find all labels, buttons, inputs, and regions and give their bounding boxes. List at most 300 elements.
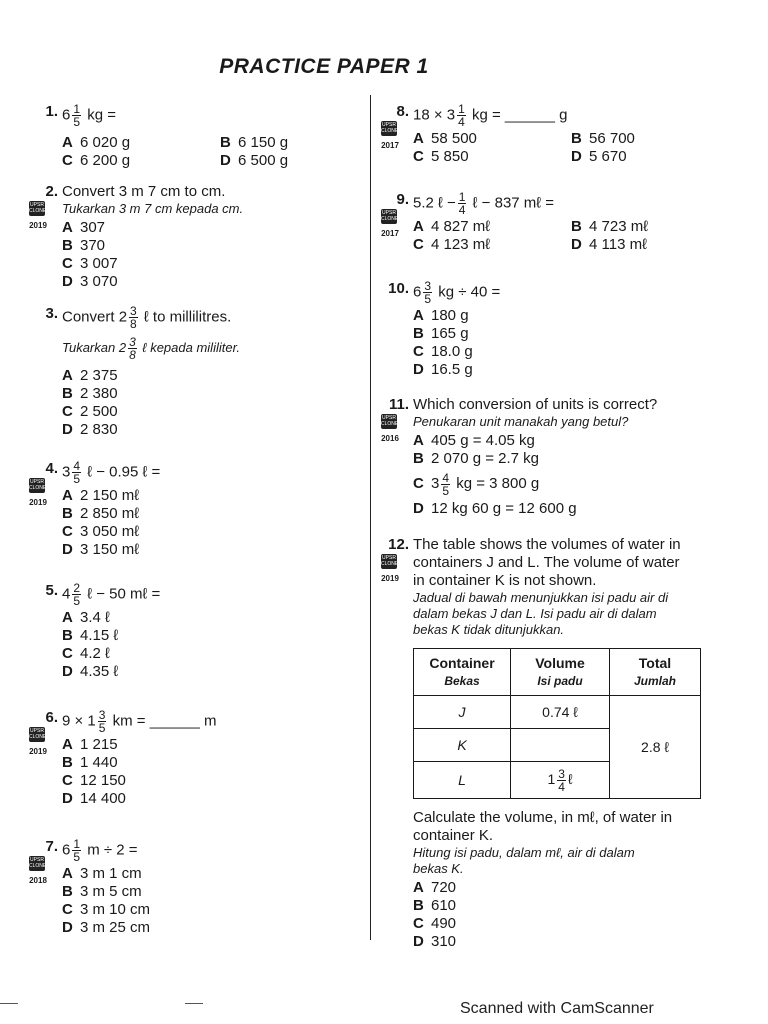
scan-mark: [185, 1003, 203, 1004]
whole-number: 3: [431, 475, 440, 492]
whole-number: 6: [62, 841, 71, 859]
table-header-row: [414, 649, 701, 696]
question-body: [413, 102, 635, 170]
option-text: 4.15 ℓ: [80, 627, 119, 644]
numerator: 3: [558, 766, 565, 781]
options-left: [62, 134, 130, 170]
stem-prefix: 18 × 3: [413, 106, 456, 124]
option-text: 2 375: [80, 367, 118, 384]
option-b[interactable]: [62, 237, 243, 255]
question-body: [62, 709, 216, 808]
option-letter: D: [413, 361, 424, 378]
table-header-cell: [610, 649, 701, 696]
numerator: 1: [73, 102, 81, 116]
question-stem: Convert 3 m 7 cm to cm.: [62, 183, 226, 200]
option-a[interactable]: [62, 487, 160, 505]
upsr-clone-badge: [381, 554, 399, 588]
option-text: 307: [80, 219, 106, 236]
header-label: Volume: [535, 655, 585, 671]
options-right: [571, 130, 635, 166]
question-stem: [413, 280, 500, 305]
option-b[interactable]: [62, 627, 160, 645]
question-stem-malay-line: dalam bekas J dan L. Isi padu air di dalam: [413, 606, 657, 621]
table-cell: J: [414, 696, 511, 729]
stem-tail: kg = ______ g: [471, 106, 568, 124]
option-d[interactable]: [413, 933, 701, 951]
denominator: 5: [442, 483, 450, 498]
numerator: 3: [130, 304, 137, 318]
option-a[interactable]: [413, 879, 701, 897]
denominator: 5: [73, 472, 81, 486]
badge-label: UPSR CLONE: [381, 122, 399, 134]
table-cell: L: [414, 762, 511, 799]
options-right: [571, 218, 648, 254]
option-text: 12 150: [80, 772, 126, 789]
option-d[interactable]: [62, 663, 160, 681]
numerator: 1: [458, 190, 466, 204]
option-text: 6 500 g: [238, 152, 289, 169]
question-body: [413, 280, 500, 379]
option-d[interactable]: [413, 361, 500, 379]
option-letter: B: [220, 134, 231, 151]
badge-label: UPSR CLONE: [29, 728, 47, 740]
option-a[interactable]: [62, 609, 160, 627]
stem-prefix: 5.2 ℓ −: [413, 194, 456, 212]
denominator: 5: [98, 721, 106, 735]
upsr-clone-badge: [381, 121, 399, 155]
option-letter: D: [571, 148, 582, 165]
option-letter: A: [413, 130, 424, 147]
option-letter: C: [62, 403, 73, 420]
question-ask-malay-line: Hitung isi padu, dalam mℓ, air di dalam: [413, 845, 635, 860]
table-cell: 0.74 ℓ: [511, 696, 610, 729]
badge-year: 2018: [29, 876, 47, 885]
option-text: 2 150 mℓ: [80, 487, 140, 504]
option-text: 3 007: [80, 255, 118, 272]
upsr-clone-badge: [29, 727, 47, 761]
header-label-malay: Isi padu: [537, 674, 583, 688]
question-number: 3.: [45, 305, 58, 322]
question-stem: [62, 709, 216, 734]
denominator: 8: [129, 348, 136, 362]
question-ask-malay-line: bekas K.: [413, 861, 464, 876]
question-body: [413, 396, 657, 518]
option-text: 4.2 ℓ: [80, 645, 110, 662]
stem-prefix: Convert 2: [62, 308, 128, 326]
option-text: 3 m 1 cm: [80, 865, 142, 882]
option-letter: D: [62, 663, 73, 680]
question-stem-malay-line: Jadual di bawah menunjukkan isi padu air di: [413, 590, 669, 605]
stem-tail: ℓ − 0.95 ℓ =: [87, 463, 161, 481]
option-text: 1 440: [80, 754, 118, 771]
badge-year: 2016: [381, 434, 399, 443]
numerator: 1: [458, 102, 465, 116]
option-b[interactable]: [62, 754, 216, 772]
option-letter: A: [62, 609, 73, 626]
option-text: 14 400: [80, 790, 126, 807]
options: [413, 307, 500, 379]
option-b[interactable]: [62, 505, 160, 523]
option-letter: A: [62, 367, 73, 384]
option-letter: D: [571, 236, 582, 253]
option-c[interactable]: [413, 148, 477, 166]
option-d[interactable]: [62, 421, 240, 439]
option-text: 3.4 ℓ: [80, 609, 110, 626]
question-number: 12.: [388, 536, 409, 553]
option-a[interactable]: [62, 865, 150, 883]
option-letter: B: [62, 627, 73, 644]
option-a[interactable]: [62, 736, 216, 754]
fraction: [441, 472, 450, 497]
option-letter: D: [220, 152, 231, 169]
option-a[interactable]: [62, 219, 243, 237]
whole-number: 4: [62, 585, 71, 603]
table-cell-empty: [511, 729, 610, 762]
header-label-malay: Bekas: [444, 674, 480, 688]
option-a[interactable]: [413, 218, 490, 236]
question-stem: [62, 838, 150, 863]
badge-label: UPSR CLONE: [29, 857, 47, 869]
option-letter: D: [413, 500, 424, 517]
option-d[interactable]: [62, 273, 243, 291]
option-letter: D: [62, 919, 73, 936]
option-a[interactable]: [413, 307, 500, 325]
question-number: 9.: [396, 191, 409, 208]
option-text: 12 kg 60 g = 12 600 g: [431, 500, 577, 517]
option-c[interactable]: [413, 468, 657, 500]
fraction: [72, 838, 81, 863]
fraction: [72, 103, 81, 128]
option-a[interactable]: [413, 432, 657, 450]
option-b[interactable]: [571, 130, 635, 148]
numerator: 3: [129, 335, 136, 349]
question-number: 1.: [45, 103, 58, 120]
option-letter: D: [62, 421, 73, 438]
option-c[interactable]: [413, 343, 500, 361]
options: [413, 218, 649, 258]
option-letter: B: [413, 325, 424, 342]
option-letter: A: [413, 432, 424, 449]
badge-label: UPSR CLONE: [381, 555, 399, 567]
question-number: 11.: [388, 396, 409, 413]
fraction: [129, 305, 138, 330]
denominator: 5: [73, 115, 81, 129]
option-c[interactable]: [413, 915, 701, 933]
question-body: [62, 102, 289, 174]
option-letter: B: [62, 505, 73, 522]
option-b[interactable]: [62, 883, 150, 901]
option-b[interactable]: [413, 325, 500, 343]
question-stem-malay: Tukarkan 3 m 7 cm kepada cm.: [62, 201, 244, 216]
question-stem: [413, 191, 554, 216]
options: [62, 736, 216, 808]
option-d[interactable]: [62, 919, 150, 937]
fraction: [557, 768, 566, 793]
question-stem-malay: [62, 336, 240, 361]
option-b[interactable]: [413, 450, 657, 468]
denominator: 4: [458, 203, 466, 217]
option-letter: D: [62, 541, 73, 558]
fraction: [128, 336, 137, 361]
question-stem-malay-line: bekas K tidak ditunjukkan.: [413, 622, 565, 637]
option-letter: B: [62, 754, 73, 771]
option-text: 405 g = 4.05 kg: [431, 432, 535, 449]
table-header-cell: [414, 649, 511, 696]
option-text: 1 215: [80, 736, 118, 753]
page-title: PRACTICE PAPER 1: [219, 55, 429, 78]
fraction: [457, 103, 466, 128]
option-letter: C: [413, 236, 424, 253]
option-letter: C: [413, 343, 424, 360]
question-number: 8.: [396, 103, 409, 120]
stem-tail: ℓ − 837 mℓ =: [472, 194, 555, 212]
question-number: 2.: [45, 183, 58, 200]
question-body: [62, 582, 160, 681]
question-stem: [62, 460, 160, 485]
option-text: 180 g: [431, 307, 469, 324]
options-right: [220, 134, 288, 170]
table-cell: K: [414, 729, 511, 762]
badge-label: UPSR CLONE: [381, 415, 399, 427]
question-number: 4.: [45, 460, 58, 477]
scan-mark: [0, 1003, 18, 1004]
option-d[interactable]: [220, 152, 288, 170]
option-c[interactable]: [62, 645, 160, 663]
options: [62, 487, 160, 559]
fraction: [98, 709, 107, 734]
options: [413, 130, 635, 170]
option-text: 3 070: [80, 273, 118, 290]
question-body: [413, 190, 649, 258]
option-text: 3 m 5 cm: [80, 883, 142, 900]
stem-tail: ℓ − 50 mℓ =: [87, 585, 161, 603]
badge-year: 2019: [381, 574, 399, 583]
option-letter: A: [62, 134, 73, 151]
option-text: 5 850: [431, 148, 469, 165]
upsr-clone-badge: [29, 201, 47, 235]
option-text: 58 500: [431, 130, 477, 147]
option-letter: C: [413, 915, 424, 932]
option-letter: A: [413, 879, 424, 896]
upsr-clone-badge: [29, 478, 47, 512]
option-letter: B: [62, 883, 73, 900]
badge-label: UPSR CLONE: [29, 202, 47, 214]
option-c[interactable]: [62, 772, 216, 790]
option-b[interactable]: [220, 134, 288, 152]
options-left: [413, 130, 477, 166]
option-text: 4 827 mℓ: [431, 218, 491, 235]
numerator: 3: [98, 708, 106, 722]
badge-year: 2019: [29, 221, 47, 230]
question-number: 6.: [45, 709, 58, 726]
option-text: 4 123 mℓ: [431, 236, 491, 253]
whole-number: 6: [413, 283, 422, 301]
option-letter: A: [62, 219, 73, 236]
option-letter: C: [413, 475, 424, 492]
option-letter: C: [413, 148, 424, 165]
question-ask-line: Calculate the volume, in mℓ, of water in: [413, 809, 673, 826]
question-body: [62, 460, 160, 559]
option-d[interactable]: [413, 500, 657, 518]
option-letter: C: [62, 645, 73, 662]
whole-number: 3: [62, 463, 71, 481]
option-text: 165 g: [431, 325, 469, 342]
stem-prefix: 9 × 1: [62, 712, 96, 730]
question-ask-line: container K.: [413, 827, 494, 844]
badge-year: 2017: [381, 141, 399, 150]
option-text: 3 050 mℓ: [80, 523, 140, 540]
option-text: 2 850 mℓ: [80, 505, 140, 522]
question-stem: [413, 103, 568, 128]
option-a[interactable]: [62, 367, 240, 385]
stem-tail: ℓ kepada mililiter.: [142, 339, 241, 355]
question-body: [413, 536, 701, 951]
question-body: [62, 838, 150, 937]
option-a[interactable]: [62, 134, 130, 152]
stem-tail: km = ______ m: [112, 712, 217, 730]
numerator: 1: [73, 837, 81, 851]
option-text: 3 m 25 cm: [80, 919, 151, 936]
option-letter: B: [413, 450, 424, 467]
option-c[interactable]: [62, 255, 243, 273]
option-text: 720: [431, 879, 457, 896]
denominator: 5: [73, 850, 81, 864]
option-text: 2 070 g = 2.7 kg: [431, 450, 540, 467]
option-letter: C: [62, 523, 73, 540]
option-letter: C: [62, 152, 73, 169]
upsr-clone-badge: [381, 209, 399, 243]
upsr-clone-badge: [29, 856, 47, 890]
question-number: 5.: [45, 582, 58, 599]
question-stem: [62, 582, 160, 607]
fraction: [458, 191, 467, 216]
option-b[interactable]: [62, 385, 240, 403]
option-letter: D: [62, 790, 73, 807]
question-stem: Which conversion of units is correct?: [413, 396, 658, 413]
option-text: 490: [431, 915, 457, 932]
option-letter: B: [62, 237, 73, 254]
option-text: 6 150 g: [238, 134, 289, 151]
option-text: 610: [431, 897, 457, 914]
option-b[interactable]: [571, 218, 648, 236]
upsr-clone-badge: [381, 414, 399, 448]
option-letter: B: [62, 385, 73, 402]
option-c[interactable]: [413, 236, 490, 254]
volume-table: [413, 648, 701, 799]
whole-number: 1: [547, 770, 556, 787]
option-letter: D: [62, 273, 73, 290]
option-c[interactable]: [62, 523, 160, 541]
stem-tail: ℓ to millilitres.: [143, 308, 232, 326]
table-cell: [511, 762, 610, 799]
option-letter: B: [571, 218, 582, 235]
option-text: 5 670: [589, 148, 627, 165]
unit: ℓ: [567, 770, 573, 787]
question-body: [62, 183, 243, 291]
question-stem: [62, 103, 116, 128]
option-d[interactable]: [62, 790, 216, 808]
badge-year: 2017: [381, 229, 399, 238]
option-b[interactable]: [413, 897, 701, 915]
option-letter: A: [413, 218, 424, 235]
option-d[interactable]: [571, 236, 648, 254]
option-letter: C: [62, 901, 73, 918]
stem-prefix: Tukarkan 2: [62, 339, 127, 355]
option-text: 3 m 10 cm: [80, 901, 151, 918]
option-text: 4 113 mℓ: [589, 236, 647, 253]
option-letter: C: [62, 255, 73, 272]
option-text: 310: [431, 933, 457, 950]
stem-tail: kg ÷ 40 =: [438, 283, 501, 301]
option-letter: B: [413, 897, 424, 914]
denominator: 4: [458, 115, 465, 129]
option-d[interactable]: [62, 541, 160, 559]
question-stem: [62, 305, 240, 330]
stem-tail: kg =: [87, 106, 116, 124]
badge-label: UPSR CLONE: [29, 479, 47, 491]
options-left: [413, 218, 490, 254]
denominator: 8: [130, 317, 137, 331]
question-stem-line: The table shows the volumes of water in: [413, 536, 681, 553]
badge-year: 2019: [29, 498, 47, 507]
option-c[interactable]: [62, 152, 130, 170]
option-c[interactable]: [62, 901, 150, 919]
option-c[interactable]: [62, 403, 240, 421]
options: [413, 432, 657, 518]
table-cell-total: 2.8 ℓ: [610, 696, 701, 799]
question-stem-line: containers J and L. The volume of water: [413, 554, 680, 571]
stem-tail: m ÷ 2 =: [87, 841, 138, 859]
scanner-watermark: Scanned with CamScanner: [460, 1000, 654, 1017]
question-body: [62, 305, 240, 439]
table-row: [414, 696, 701, 729]
option-letter: D: [413, 933, 424, 950]
numerator: 4: [73, 459, 81, 473]
options: [62, 134, 289, 174]
column-divider: [370, 95, 371, 940]
option-letter: A: [413, 307, 424, 324]
option-text: 18.0 g: [431, 343, 473, 360]
option-text: 6 020 g: [80, 134, 131, 151]
question-number: 10.: [388, 280, 409, 297]
option-a[interactable]: [413, 130, 477, 148]
fraction: [72, 582, 81, 607]
option-text: 370: [80, 237, 106, 254]
option-text: 2 500: [80, 403, 118, 420]
option-text: kg = 3 800 g: [456, 475, 540, 492]
option-letter: A: [62, 736, 73, 753]
option-text: 2 830: [80, 421, 118, 438]
option-text: 4.35 ℓ: [80, 663, 119, 680]
numerator: 4: [442, 470, 450, 485]
header-label: Container: [429, 655, 495, 671]
options: [62, 219, 243, 291]
fraction: [72, 460, 81, 485]
table-header-cell: [511, 649, 610, 696]
whole-number: 6: [62, 106, 71, 124]
badge-label: UPSR CLONE: [381, 210, 399, 222]
header-label: Total: [638, 655, 672, 671]
denominator: 5: [73, 594, 81, 608]
option-text: 4 723 mℓ: [589, 218, 649, 235]
option-text: 56 700: [589, 130, 635, 147]
question-stem-line: in container K is not shown.: [413, 572, 597, 589]
options: [62, 865, 150, 937]
numerator: 2: [73, 581, 81, 595]
option-d[interactable]: [571, 148, 635, 166]
options: [62, 367, 240, 439]
fraction: [423, 280, 432, 305]
